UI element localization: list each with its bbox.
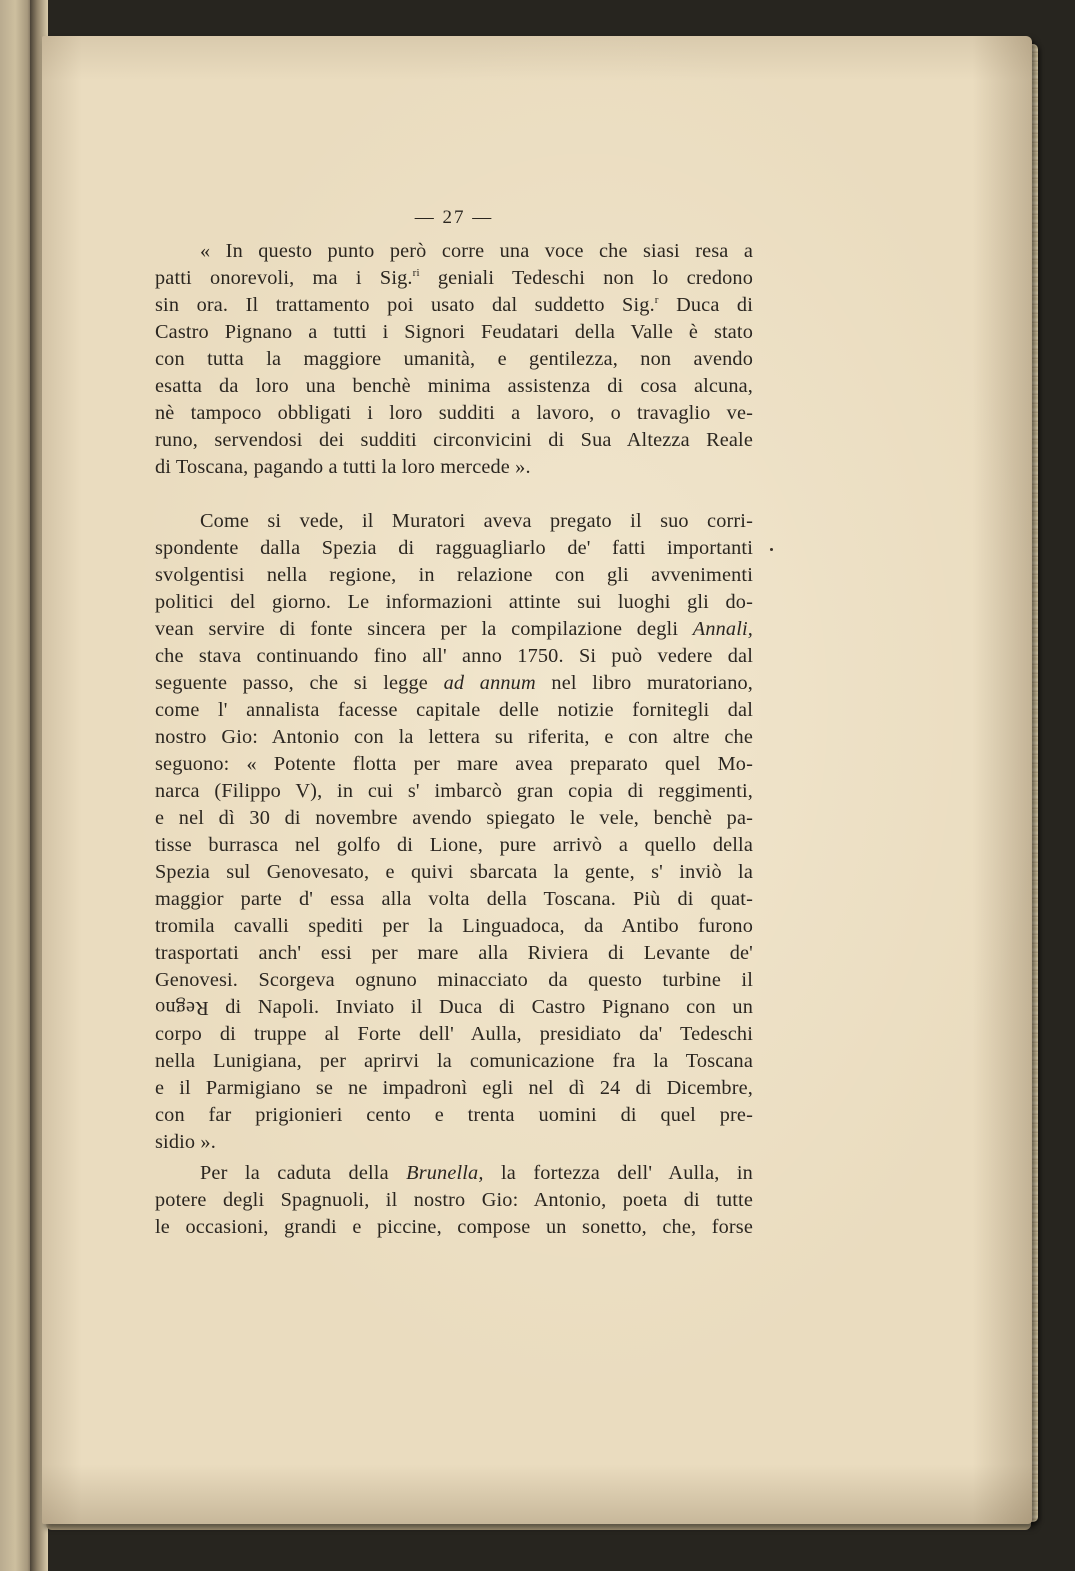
text-line: maggior parte d' essa alla volta della Toscana. Più di quat- <box>155 888 753 910</box>
text-line: che stava continuando fino all' anno 1750. Si può vedere dal <box>155 645 753 667</box>
text-line: Per la caduta della Brunella, la fortezza dell' Aulla, in <box>200 1162 753 1184</box>
text-line: seguente passo, che si legge ad annum nel libro muratoriano, <box>155 672 753 694</box>
text-line: runo, servendosi dei sudditi circonvicini di Sua Altezza Reale <box>155 429 753 451</box>
text-line: narca (Filippo V), in cui s' imbarcò gran copia di reggimenti, <box>155 780 753 802</box>
text-line: vean servire di fonte sincera per la compilazione degli Annali, <box>155 618 753 640</box>
text-line: nostro Gio: Antonio con la lettera su riferita, e con altre che <box>155 726 753 748</box>
text-line: Regno di Napoli. Inviato il Duca di Castro Pignano con un <box>155 996 753 1019</box>
previous-page-edge <box>0 0 34 1571</box>
text-line: con far prigionieri cento e trenta uomini di quel pre- <box>155 1104 753 1126</box>
text-line: di Toscana, pagando a tutti la loro mercede ». <box>155 456 531 478</box>
text-line: e nel dì 30 di novembre avendo spiegato le vele, benchè pa- <box>155 807 753 829</box>
text-line: nè tampoco obbligati i loro sudditi a lavoro, o travaglio ve- <box>155 402 753 424</box>
text-line: Spezia sul Genovesato, e quivi sbarcata la gente, s' inviò la <box>155 861 753 883</box>
text-line: le occasioni, grandi e piccine, compose un sonetto, che, forse <box>155 1216 753 1238</box>
inverted-type-regno: Regno <box>155 997 209 1019</box>
text-line: trasportati anch' essi per mare alla Riviera di Levante de' <box>155 942 753 964</box>
text-line: « In questo punto però corre una voce che siasi resa a <box>200 240 753 262</box>
text-line: come l' annalista facesse capitale delle notizie fornitegli dal <box>155 699 753 721</box>
text-line: tisse burrasca nel golfo di Lione, pure arrivò a quello della <box>155 834 753 856</box>
superscript: ri <box>412 267 420 279</box>
italic-title: Annali, <box>692 618 753 640</box>
text-line: e il Parmigiano se ne impadronì egli nel dì 24 di Dicembre, <box>155 1077 753 1099</box>
text-line: esatta da loro una benchè minima assistenza di cosa alcuna, <box>155 375 753 397</box>
superscript: r <box>654 294 659 306</box>
text-line: tromila cavalli spediti per la Linguadoca, da Antibo furono <box>155 915 753 937</box>
text-line: svolgentisi nella regione, in relazione con gli avvenimenti <box>155 564 753 586</box>
text-line: spondente dalla Spezia di ragguagliarlo de' fatti importanti <box>155 537 753 559</box>
text-line: seguono: « Potente flotta per mare avea preparato quel Mo- <box>155 753 753 775</box>
text-line: con tutta la maggiore umanità, e gentilezza, non avendo <box>155 348 753 370</box>
text-line: Castro Pignano a tutti i Signori Feudatari della Valle è stato <box>155 321 753 343</box>
text-line: corpo di truppe al Forte dell' Aulla, presidiato da' Tedeschi <box>155 1023 753 1045</box>
text-line: Come si vede, il Muratori aveva pregato il suo corri- <box>200 510 753 532</box>
text-line: Genovesi. Scorgeva ognuno minacciato da questo turbine il <box>155 969 753 991</box>
text-line: potere degli Spagnuoli, il nostro Gio: Antonio, poeta di tutte <box>155 1189 753 1211</box>
text-line: sin ora. Il trattamento poi usato dal suddetto Sig.$^r$ Duca di <box>155 294 753 316</box>
italic-phrase: ad annum <box>443 672 536 694</box>
text-line: patti onorevoli, ma i Sig.$^{ri}$ geniali Tedeschi non lo credono <box>155 267 753 289</box>
text-line: nella Lunigiana, per aprirvi la comunicazione fra la Toscana <box>155 1050 753 1072</box>
paper-speck <box>770 548 773 551</box>
italic-place-name: Brunella, <box>406 1162 484 1184</box>
text-line: sidio ». <box>155 1131 216 1153</box>
text-line: politici del giorno. Le informazioni attinte sui luoghi gli do- <box>155 591 753 613</box>
page-number: — 27 — <box>414 207 494 228</box>
